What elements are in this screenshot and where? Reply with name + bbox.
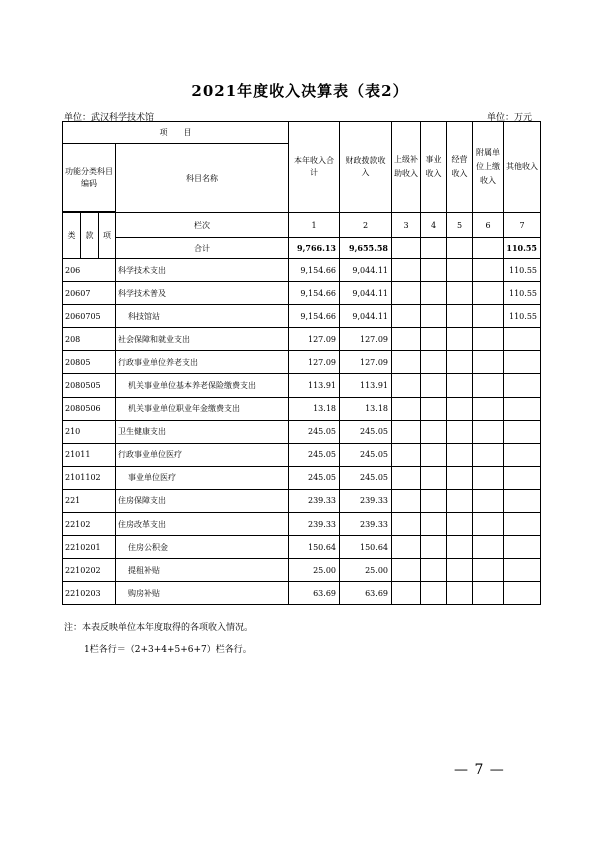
row-fiscal: 239.33 (340, 489, 392, 512)
total-fiscal: 9,655.58 (340, 238, 392, 259)
row-total: 245.05 (289, 443, 340, 466)
row-subject-name: 科技馆站 (116, 305, 289, 328)
table-row (63, 420, 541, 443)
header-total: 本年收入合计 (289, 122, 340, 213)
row-total: 9,154.66 (289, 282, 340, 305)
table-row (63, 282, 541, 305)
row-fiscal: 150.64 (340, 536, 392, 559)
row-other (504, 582, 541, 605)
column-num: 7 (504, 213, 541, 238)
row-total: 239.33 (289, 489, 340, 512)
table-row (63, 328, 541, 351)
table-row (63, 559, 541, 582)
header-fiscal: 财政拨款收入 (340, 122, 392, 213)
row-fiscal: 239.33 (340, 513, 392, 536)
row-code: 2210202 (63, 559, 116, 582)
row-total: 245.05 (289, 466, 340, 489)
row-fiscal: 9,044.11 (340, 305, 392, 328)
table-row (63, 397, 541, 420)
row-other (504, 559, 541, 582)
row-total: 127.09 (289, 351, 340, 374)
header-xiang: 项 (99, 213, 116, 259)
column-num: 4 (421, 213, 447, 238)
row-other (504, 443, 541, 466)
header-project: 项 目 (63, 122, 289, 144)
row-other: 110.55 (504, 305, 541, 328)
row-subject-name: 社会保障和就业支出 (116, 328, 289, 351)
row-subject-name: 行政事业单位医疗 (116, 443, 289, 466)
column-num: 2 (340, 213, 392, 238)
header-operating: 经营收入 (447, 122, 473, 213)
row-other: 110.55 (504, 259, 541, 282)
row-subject-name: 住房公积金 (116, 536, 289, 559)
row-fiscal: 245.05 (340, 466, 392, 489)
row-total: 245.05 (289, 420, 340, 443)
row-total: 13.18 (289, 397, 340, 420)
row-code: 206 (63, 259, 116, 282)
table-row (63, 466, 541, 489)
page-number: — 7 — (454, 762, 505, 778)
row-subject-name: 住房改革支出 (116, 513, 289, 536)
row-code: 2101102 (63, 466, 116, 489)
total-other: 110.55 (504, 238, 541, 259)
header-kuan: 款 (81, 213, 99, 259)
header-lei: 类 (63, 213, 81, 259)
row-subject-name: 住房保障支出 (116, 489, 289, 512)
row-total: 239.33 (289, 513, 340, 536)
row-other (504, 536, 541, 559)
header-business: 事业收入 (421, 122, 447, 213)
header-func-code: 功能分类科目编码 (63, 144, 116, 212)
row-fiscal: 113.91 (340, 374, 392, 397)
note-description: 注：本表反映单位本年度取得的各项收入情况。 (64, 623, 254, 633)
column-num: 6 (473, 213, 504, 238)
unit-currency: 单位：万元 (486, 113, 532, 123)
row-fiscal: 245.05 (340, 420, 392, 443)
row-other (504, 466, 541, 489)
row-fiscal: 127.09 (340, 351, 392, 374)
row-total: 9,154.66 (289, 305, 340, 328)
table-row (63, 374, 541, 397)
unit-name: 单位：武汉科学技术馆 (64, 113, 155, 123)
row-total: 113.91 (289, 374, 340, 397)
row-fiscal: 13.18 (340, 397, 392, 420)
table-row (63, 351, 541, 374)
row-subject-name: 行政事业单位养老支出 (116, 351, 289, 374)
header-subject-name: 科目名称 (116, 144, 289, 213)
row-subject-name: 机关事业单位职业年金缴费支出 (116, 397, 289, 420)
row-total: 9,154.66 (289, 259, 340, 282)
row-code: 2080505 (63, 374, 116, 397)
note-formula: 1栏各行＝（2+3+4+5+6+7）栏各行。 (84, 645, 252, 655)
row-fiscal: 25.00 (340, 559, 392, 582)
row-other (504, 420, 541, 443)
row-other (504, 489, 541, 512)
row-total: 63.69 (289, 582, 340, 605)
row-code: 221 (63, 489, 116, 512)
row-subject-name: 事业单位医疗 (116, 466, 289, 489)
page-title: 2021年度收入决算表（表2） (191, 82, 409, 100)
income-table (62, 121, 541, 605)
row-other (504, 351, 541, 374)
total-sum: 9,766.13 (289, 238, 340, 259)
row-total: 25.00 (289, 559, 340, 582)
header-superior: 上级补助收入 (392, 122, 421, 213)
header-affiliated: 附属单位上缴收入 (473, 122, 504, 213)
row-other (504, 328, 541, 351)
row-fiscal: 9,044.11 (340, 282, 392, 305)
row-total: 127.09 (289, 328, 340, 351)
row-other (504, 513, 541, 536)
row-subject-name: 卫生健康支出 (116, 420, 289, 443)
table-row (63, 513, 541, 536)
row-fiscal: 9,044.11 (340, 259, 392, 282)
table-row (63, 259, 541, 282)
row-code: 2210201 (63, 536, 116, 559)
table-row (63, 305, 541, 328)
row-other (504, 374, 541, 397)
row-subject-name: 科学技术普及 (116, 282, 289, 305)
row-code: 2210203 (63, 582, 116, 605)
row-fiscal: 127.09 (340, 328, 392, 351)
column-index-label: 栏次 (116, 213, 289, 238)
row-code: 22102 (63, 513, 116, 536)
header-other: 其他收入 (504, 122, 541, 213)
row-code: 210 (63, 420, 116, 443)
row-code: 20805 (63, 351, 116, 374)
table-row (63, 489, 541, 512)
row-subject-name: 提租补贴 (116, 559, 289, 582)
column-num: 3 (392, 213, 421, 238)
row-code: 208 (63, 328, 116, 351)
row-other: 110.55 (504, 282, 541, 305)
table-row (63, 582, 541, 605)
row-code: 21011 (63, 443, 116, 466)
table-row (63, 443, 541, 466)
total-label: 合计 (116, 238, 289, 259)
row-code: 2060705 (63, 305, 116, 328)
row-code: 20607 (63, 282, 116, 305)
row-subject-name: 科学技术支出 (116, 259, 289, 282)
row-subject-name: 机关事业单位基本养老保险缴费支出 (116, 374, 289, 397)
row-fiscal: 245.05 (340, 443, 392, 466)
column-num: 5 (447, 213, 473, 238)
row-code: 2080506 (63, 397, 116, 420)
table-row (63, 536, 541, 559)
row-total: 150.64 (289, 536, 340, 559)
row-subject-name: 购房补贴 (116, 582, 289, 605)
row-fiscal: 63.69 (340, 582, 392, 605)
row-other (504, 397, 541, 420)
column-num: 1 (289, 213, 340, 238)
